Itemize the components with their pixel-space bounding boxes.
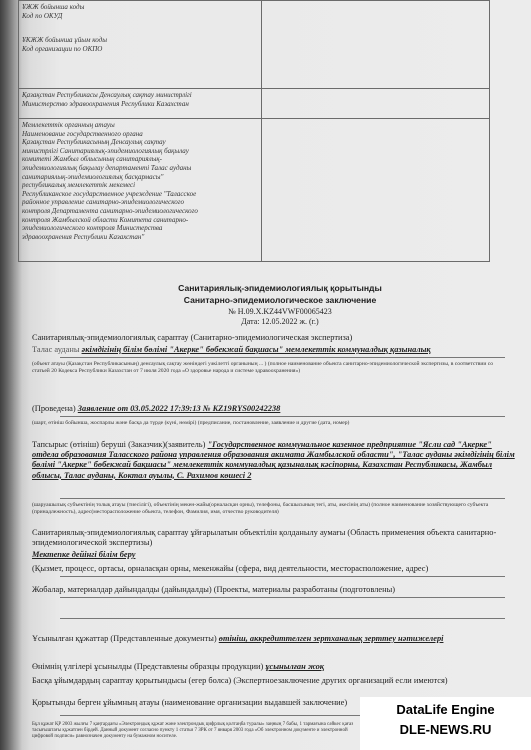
footer-note: Бұл құжат ҚР 2003 жылғы 7 қаңтардағы «Электрондық құжат және электрондық цифрлық қолтаңба туралы» заңның 7 бабы, 1 тармағына сәйкес қағаз тасығыштағы құжатпен бірдей. Данный документ согласно пункту 1 статьи 7 ЗРК от 7 января 2003 года «Об электронном документе и электронной цифровой подписи» равнозначен документу на бумажном носителе. xyxy=(32,722,354,739)
object-prefix: Талас ауданы xyxy=(32,345,80,354)
ministry-kz: Қазақстан Республикасы Денсаулық сақтау министрлігі xyxy=(22,91,192,99)
authority-line: Мемлекеттік органның атауы xyxy=(22,121,115,129)
docs-label: Ұсынылған құжаттар (Представленные документы) xyxy=(32,634,217,643)
docs-line xyxy=(32,634,516,644)
samples-line xyxy=(32,662,512,672)
okpo-kz-label: ҰКЖЖ бойынша ұйым коды xyxy=(22,36,107,45)
activity-label: (Қызмет, процесс, ортасы, орналасқан орны, мекенжайы (сфера, вид деятельности, месторасположение, адрес) xyxy=(32,564,429,573)
divider xyxy=(60,618,505,619)
authority-cell xyxy=(19,119,262,262)
authority-line: Наименование государственного органа xyxy=(22,129,143,138)
expertise-label: Санитариялық-эпидемиологиялық сараптау (Санитарно-эпидемиологическая экспертиза) xyxy=(32,333,353,342)
applicant-name: "Государственное коммунальное казенное предприятие "Ясли сад "Акерке" отдела образования Таласского района управления образования акимата Жамбылской области", "Талас ауданы әкімдігінің білім бөлімі "Акерке" бөбекжай бақшасы" мемлекеттік коммуналдық қазыналық кәсіпорны, Казахстан Республикасы, Жамбыл облысы, Талас ауданы, Коктал ауылы, С. Рахимов көшесі 2 xyxy=(32,440,515,480)
authority-line: контроля Департамента санитарно-эпидемиологического xyxy=(22,206,198,215)
docs-value: өтініш, аккредиттелген зертханалық зерттеу нәтижелері xyxy=(218,634,444,643)
watermark xyxy=(360,697,531,750)
divider xyxy=(60,597,505,598)
authority-line: Республиканское государственное учреждение "Таласское xyxy=(22,189,197,198)
okud-kz-label: ҰЖЖ бойынша коды xyxy=(22,3,85,11)
header-table xyxy=(18,0,490,262)
authority-line: здравоохранения Республики Казахстан" xyxy=(22,232,145,241)
okud-ru-label: Код по ОКУД xyxy=(22,11,63,20)
divider xyxy=(60,576,505,577)
watermark-line-1: DataLife Engine xyxy=(396,702,495,717)
authority-empty xyxy=(262,119,490,262)
usage-value-line xyxy=(32,550,512,560)
applicant-block xyxy=(32,440,516,481)
samples-label: Өнімнің үлгілері ұсынылды (Представлены образцы продукции) xyxy=(32,662,264,671)
authority-line: эпидемиологиялық бақылау департаменті Талас ауданы xyxy=(22,163,192,172)
usage-value: Мектепке дейінгі білім беру xyxy=(32,550,136,559)
conducted-label: (Проведена) xyxy=(32,404,76,413)
authority-line: министрлігі Санитариялық-эпидемиологиялық бақылау xyxy=(22,146,189,155)
application-value: Заявление от 03.05.2022 17:39:13 № KZ19RYS00242238 xyxy=(77,404,281,413)
divider xyxy=(60,416,505,417)
document-number: № Н.09.Х.KZ44VWF00065423 xyxy=(228,307,332,316)
title-ru: Санитарно-эпидемиологическое заключение xyxy=(183,295,377,305)
authority-line: республикалық мемлекеттік мекемесі xyxy=(22,181,136,190)
document-date: Дата: 12.05.2022 ж. (г.) xyxy=(241,317,319,326)
applicant-label: Тапсырыс (өтініш) беруші (Заказчик)(заявитель) xyxy=(32,440,206,449)
application-note: (шарт, өтініш бойынша, жоспарлы және басқа да түрде (күні, нөмірі) (предписание, постановление, заявление и другие (дата, номер) xyxy=(32,420,350,426)
applicant-note: (шаруашылық субъектінің толық атауы (тиесілігі), объектінің мекен-жайы(орналасқан орны), телефоны, басшысының тегі, аты, әкесінің аты) (полное наименование хозяйствующего субъекта (принадлежность), адрес(месторасположение объекта, телефон, Фамилия, имя, отчество руководителя) xyxy=(32,502,489,515)
title-kz: Санитариялық-эпидемиологиялық қорытынды xyxy=(178,283,382,293)
object-name-line xyxy=(32,345,512,355)
header-codes-empty xyxy=(262,1,490,89)
object-name: әкімдігінің білім бөлімі "Акерке" бөбекжай бақшасы" мемлекеттік коммуналдық қазыналық xyxy=(81,345,431,354)
usage-label: Санитариялық-эпидемиологиялық сараптау ұйғарылатын объектілін қолданылу аумағы (Область применения объекта санитарно-эпидемиологической экспертизы) xyxy=(32,528,497,548)
ministry-cell xyxy=(19,89,262,119)
object-note: (объект атауы (Қазақстан Республикасының) денсаулық сақтау жөніндегі уәкілетті органының ... ) (полное наименование объекта санитарно-эпидемиологической экспертизы, в соответствии со статьей 20 Кодекса Республики Казахстан от 7 июля 2020 года «О здоровье народа и системе здравоохранения») xyxy=(32,361,494,374)
authority-line: контроля Жамбылской области Комитета санитарно- xyxy=(22,215,189,224)
watermark-line-2: DLE-NEWS.RU xyxy=(399,722,492,737)
header-codes-cell xyxy=(19,1,262,89)
ministry-ru: Министерство здравоохранения Республики Казахстан xyxy=(22,99,189,108)
authority-line: комитеті Жамбыл облысының санитариялық- xyxy=(22,155,162,164)
application-line xyxy=(32,404,512,414)
authority-line: районное управление санитарно-эпидемиологического xyxy=(22,198,184,207)
authority-line: санитариялық-эпидемиологиялық басқармасы" xyxy=(22,172,164,181)
projects-label: Жобалар, материалдар дайындалды (дайындалды) (Проекты, материалы разработаны (подготовлены) xyxy=(32,585,395,594)
divider xyxy=(60,498,505,499)
org-label: Қорытынды берген ұйымның атауы (наименование организации выдавшей заключение) xyxy=(32,698,348,707)
okpo-ru-label: Код организации по ОКПО xyxy=(22,44,103,53)
other-label: Басқа ұйымдардың сараптау қорытындысы (егер болса) (Экспертноезаключение других организаций если имеются) xyxy=(32,676,448,685)
samples-value: ұсынылған жоқ xyxy=(265,662,325,671)
divider xyxy=(60,357,505,358)
authority-line: эпидемиологического контроля Министерства xyxy=(22,224,163,233)
ministry-empty xyxy=(262,89,490,119)
authority-line: Қазақстан Республикасының Денсаулық сақтау xyxy=(22,138,166,147)
